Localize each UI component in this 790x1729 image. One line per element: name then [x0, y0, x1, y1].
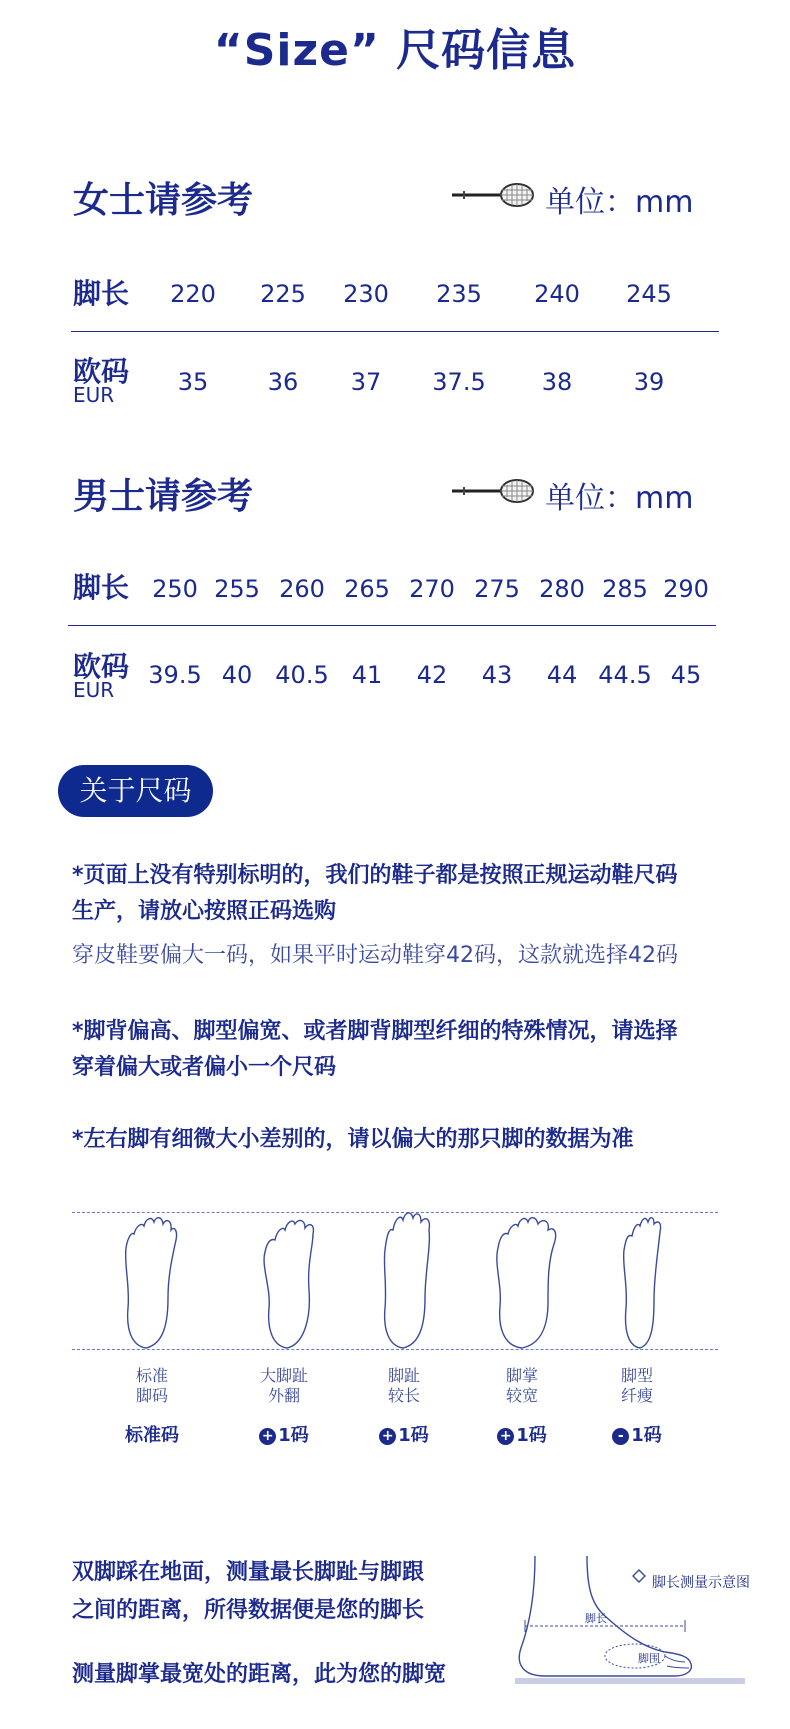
women-length-cell: 230 — [343, 280, 389, 308]
men-length-cell: 285 — [602, 575, 648, 603]
women-heading: 女士请参考 — [73, 180, 254, 221]
women-length-cell: 225 — [260, 280, 306, 308]
note-1-subtext: 穿皮鞋要偏大一码，如果平时运动鞋穿42码，这款就选择42码 — [72, 943, 678, 968]
men-length-cell: 255 — [214, 575, 260, 603]
foot-caption: 较长 — [387, 1386, 420, 1405]
minus-icon: - — [612, 1428, 629, 1445]
men-length-cell: 275 — [474, 575, 520, 603]
men-eur-sublabel: EUR — [73, 678, 115, 702]
foot-caption: 大脚趾 — [259, 1366, 308, 1385]
men-eur-cell: 42 — [416, 661, 448, 689]
measure-text-line-3: 测量脚掌最宽处的距离，此为您的脚宽 — [72, 1662, 447, 1687]
women-eur-cell: 35 — [177, 368, 209, 396]
foot-caption: 纤瘦 — [620, 1386, 653, 1405]
men-length-cell: 265 — [344, 575, 390, 603]
size-tag-standard: 标准码 — [125, 1425, 179, 1446]
foot-caption: 较宽 — [505, 1386, 538, 1405]
foot-standard-icon — [118, 1212, 188, 1352]
plus-icon: + — [379, 1428, 396, 1445]
men-length-cell: 250 — [152, 575, 198, 603]
men-eur-cell: 41 — [351, 661, 383, 689]
women-eur-cell: 39 — [633, 368, 665, 396]
men-eur-cell: 39.5 — [148, 661, 202, 689]
men-eur-cell: 40.5 — [275, 661, 329, 689]
foot-caption: 脚型 — [620, 1366, 653, 1385]
foot-caption: 脚掌 — [505, 1366, 538, 1385]
measure-text-line-2: 之间的距离，所得数据便是您的脚长 — [72, 1598, 425, 1623]
plus-icon: + — [259, 1428, 276, 1445]
women-length-cell: 235 — [436, 280, 482, 308]
men-heading: 男士请参考 — [73, 476, 254, 517]
men-foot-length-label: 脚长 — [73, 571, 130, 604]
size-tag-minus-one — [582, 1421, 692, 1447]
note-1-line-2: 生产，请放心按照正码选购 — [72, 899, 337, 924]
diagram-title: 脚长测量示意图 — [652, 1575, 750, 1591]
size-tag-label: 1码 — [278, 1425, 309, 1446]
size-tag-plus-one — [229, 1421, 339, 1447]
foot-caption: 脚趾 — [387, 1366, 420, 1385]
racket-icon — [452, 180, 534, 210]
plus-icon: + — [497, 1428, 514, 1445]
men-eur-cell: 44.5 — [598, 661, 652, 689]
foot-slim-icon — [608, 1212, 678, 1352]
men-length-cell: 290 — [663, 575, 709, 603]
note-2-line-1: *脚背偏高、脚型偏宽、或者脚背脚型纤细的特殊情况，请选择 — [72, 1019, 678, 1044]
diagram-length-label: 脚长 — [585, 1612, 607, 1625]
women-foot-length-label: 脚长 — [73, 277, 130, 310]
men-table-divider — [68, 625, 716, 626]
size-tag-label: 1码 — [398, 1425, 429, 1446]
men-length-cell: 270 — [409, 575, 455, 603]
men-eur-cell: 44 — [546, 661, 578, 689]
women-unit: 单位：mm — [545, 185, 694, 220]
foot-caption: 脚码 — [135, 1386, 168, 1405]
men-length-cell: 280 — [539, 575, 585, 603]
size-tag-plus-one — [349, 1421, 459, 1447]
size-tag-label: 1码 — [631, 1425, 662, 1446]
men-eur-cell: 43 — [481, 661, 513, 689]
men-eur-cell: 45 — [670, 661, 702, 689]
women-eur-cell: 36 — [267, 368, 299, 396]
size-tag-label: 1码 — [516, 1425, 547, 1446]
foot-long-toes-icon — [375, 1212, 445, 1352]
measure-text-line-1: 双脚踩在地面，测量最长脚趾与脚跟 — [72, 1560, 425, 1585]
page-title: “Size” 尺码信息 — [213, 25, 577, 76]
women-length-cell: 245 — [626, 280, 672, 308]
men-unit: 单位：mm — [545, 481, 694, 516]
racket-icon — [452, 476, 534, 506]
women-eur-label: 欧码 — [73, 355, 130, 388]
foot-caption: 标准 — [135, 1366, 168, 1385]
size-tag-plus-one — [467, 1421, 577, 1447]
note-3: *左右脚有细微大小差别的，请以偏大的那只脚的数据为准 — [72, 1127, 634, 1152]
note-2-line-2: 穿着偏大或者偏小一个尺码 — [72, 1055, 337, 1080]
men-length-cell: 260 — [279, 575, 325, 603]
foot-bunion-icon — [257, 1212, 327, 1352]
women-length-cell: 220 — [170, 280, 216, 308]
foot-wide-icon — [492, 1212, 562, 1352]
about-size-pill: 关于尺码 — [58, 765, 213, 817]
note-1-line-1: *页面上没有特别标明的，我们的鞋子都是按照正规运动鞋尺码 — [72, 863, 678, 888]
women-length-cell: 240 — [534, 280, 580, 308]
men-eur-cell: 40 — [221, 661, 253, 689]
foot-caption: 外翻 — [267, 1386, 300, 1405]
men-eur-label: 欧码 — [73, 650, 130, 683]
women-eur-cell: 38 — [541, 368, 573, 396]
women-eur-cell: 37.5 — [432, 368, 486, 396]
women-eur-cell: 37 — [350, 368, 382, 396]
women-table-divider — [71, 331, 719, 332]
women-eur-sublabel: EUR — [73, 383, 115, 407]
diagram-girth-label: 脚围 — [638, 1652, 660, 1665]
